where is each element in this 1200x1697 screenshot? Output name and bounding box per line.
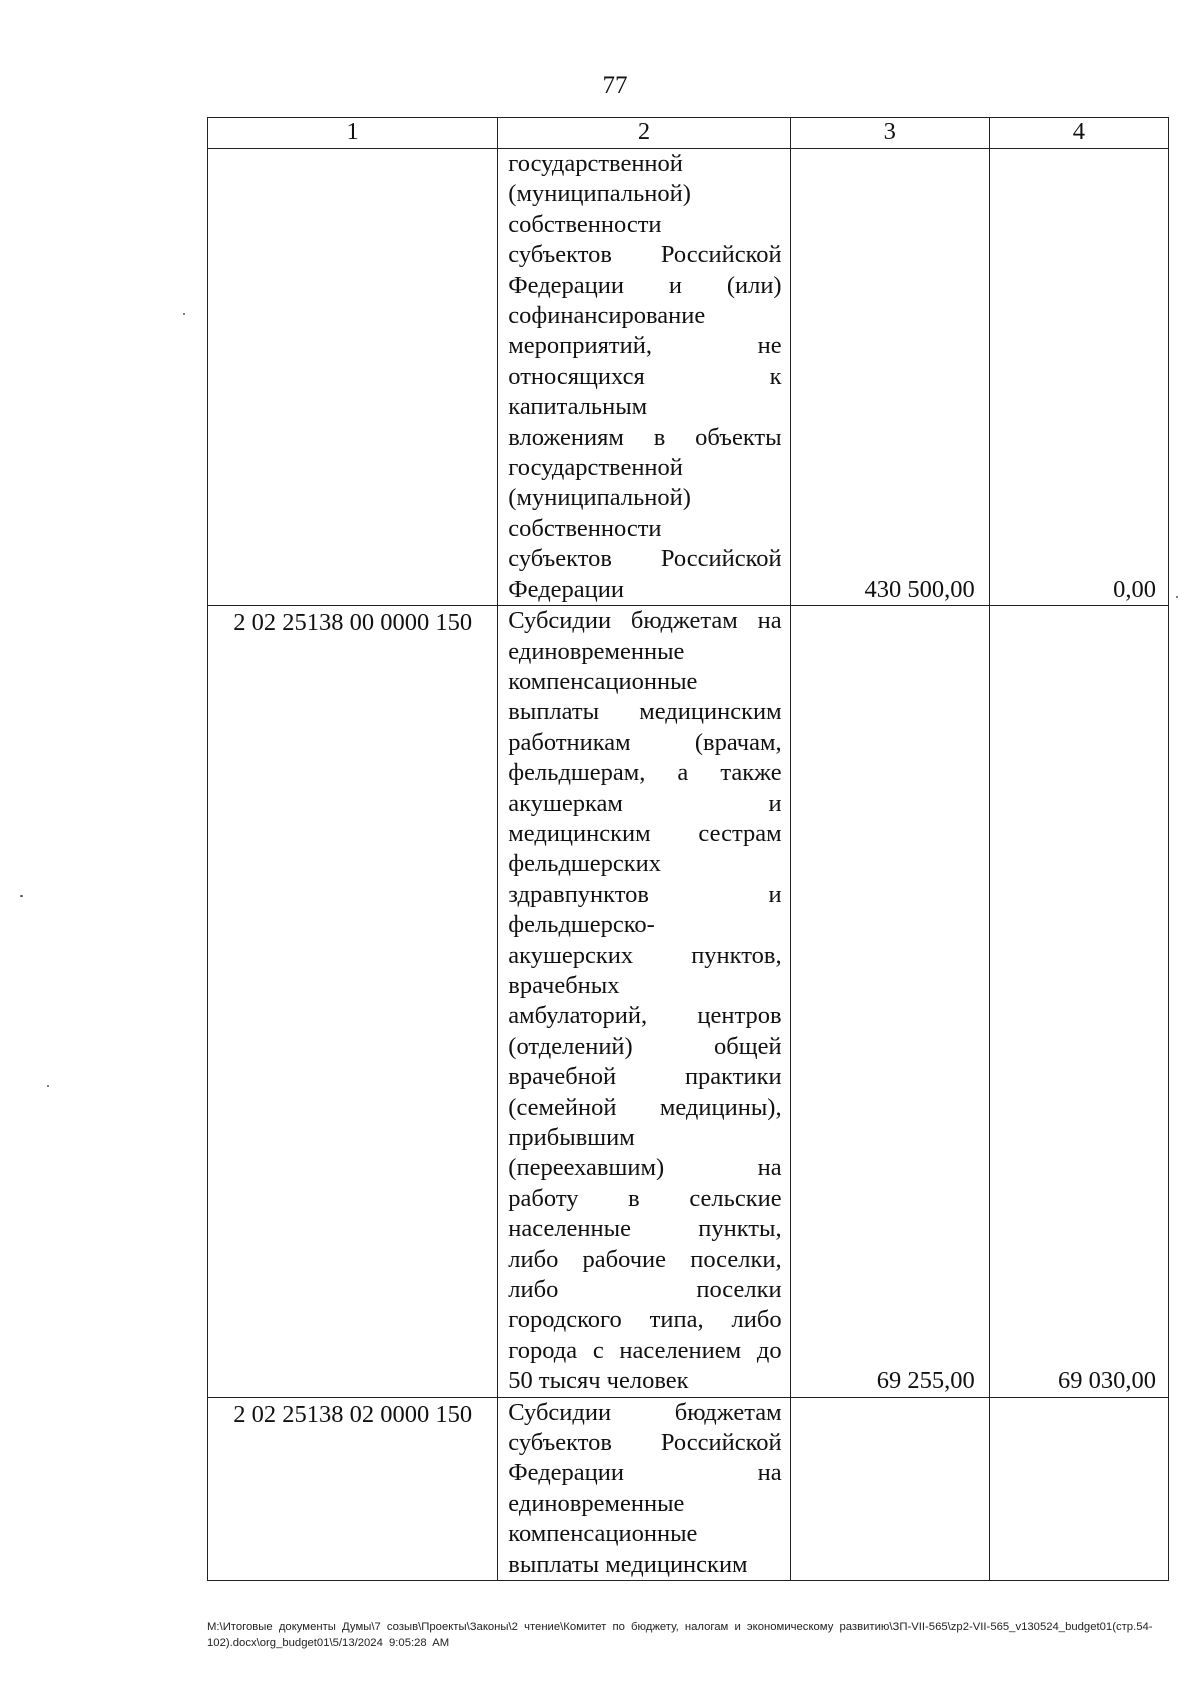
scan-speck [183, 313, 185, 315]
description-line: врачебной практики [508, 1063, 782, 1091]
table-row [208, 1397, 1169, 1580]
description-line: собственности [508, 210, 662, 238]
description-line: амбулаторий, центров [508, 1002, 782, 1030]
header-col-1: 1 [208, 118, 498, 149]
description-line: фельдшерских [508, 850, 662, 878]
description-line: государственной [508, 454, 683, 482]
header-col-3: 3 [790, 118, 989, 149]
description-line: медицинским сестрам [508, 819, 782, 847]
description-line: города с населением до [508, 1336, 782, 1364]
description-line: 50 тысяч человек [508, 1367, 689, 1395]
amount-2025-cell: 0,00 [989, 149, 1168, 606]
header-col-4: 4 [989, 118, 1168, 149]
description-line: акушерских пунктов, [508, 941, 782, 969]
description-line: (муниципальной) [508, 180, 691, 208]
description-line: фельдшерам, а также [508, 759, 782, 787]
description-line: (переехавшим) на [508, 1154, 782, 1182]
description-line: выплаты медицинским [508, 1550, 748, 1578]
description-line: выплаты медицинским [508, 698, 782, 726]
description-line: капитальным [508, 393, 648, 421]
description-line: относящихся к [508, 362, 782, 390]
amount-2025-cell [989, 1397, 1168, 1580]
table-body [208, 149, 1169, 1581]
budget-code-cell [208, 149, 498, 606]
description-line: собственности [508, 514, 662, 542]
document-path-footer: М:\Итоговые документы Думы\7 созыв\Проекты\Законы\2 чтение\Комитет по бюджету, налогам и экономическому развитию\ЗП-VII-565\zp2-VII-565_v130524_budget01(стр.54-102).docx\org_budget01\5/13/2024 9:05:28 AM [207, 1621, 1153, 1649]
amount-2025-cell: 69 030,00 [989, 606, 1168, 1398]
amount-2024-cell: 69 255,00 [790, 606, 989, 1398]
table-row [208, 149, 1169, 606]
budget-code-cell: 2 02 25138 02 0000 150 [208, 1397, 498, 1580]
description-line: мероприятий, не [508, 332, 782, 360]
description-line: здравпунктов и [508, 880, 782, 908]
description-line: работникам (врачам, [508, 728, 782, 756]
description-cell [498, 149, 790, 606]
description-line: компенсационные [508, 667, 698, 695]
description-line: врачебных [508, 971, 620, 999]
description-line: субъектов Российской [508, 545, 782, 573]
description-line: Субсидии бюджетам на [508, 607, 782, 635]
amount-2024-cell [790, 1397, 989, 1580]
scan-speck [20, 895, 23, 897]
description-cell [498, 606, 790, 1398]
description-line: прибывшим [508, 1124, 635, 1151]
description-line: Федерации на [508, 1459, 782, 1487]
scan-speck [1176, 596, 1178, 598]
description-line: государственной [508, 150, 683, 177]
budget-table [207, 117, 1169, 1581]
table-header-row [208, 118, 1169, 149]
table-row [208, 606, 1169, 1398]
description-line: Субсидии бюджетам [508, 1398, 782, 1426]
description-line: компенсационные [508, 1520, 698, 1548]
description-line: единовременные [508, 637, 685, 665]
header-col-2: 2 [498, 118, 790, 149]
scan-speck [47, 1085, 49, 1087]
description-line: (семейной медицины), [508, 1093, 782, 1121]
page-number: 77 [602, 72, 628, 99]
budget-code-cell: 2 02 25138 00 0000 150 [208, 606, 498, 1398]
amount-2024-cell: 430 500,00 [790, 149, 989, 606]
description-line: софинансирование [508, 302, 706, 330]
description-line: (муниципальной) [508, 484, 691, 512]
description-line: населенные пункты, [508, 1215, 782, 1243]
description-line: акушеркам и [508, 789, 782, 817]
description-line: единовременные [508, 1489, 685, 1517]
description-line: субъектов Российской [508, 241, 782, 269]
description-line: либо поселки [508, 1276, 782, 1304]
description-line: Федерации [508, 575, 625, 603]
description-line: субъектов Российской [508, 1429, 782, 1457]
description-cell [498, 1397, 790, 1580]
description-line: фельдшерско- [508, 911, 655, 939]
description-line: (отделений) общей [508, 1032, 782, 1060]
description-line: либо рабочие поселки, [508, 1245, 782, 1273]
description-line: вложениям в объекты [508, 423, 782, 451]
description-line: Федерации и (или) [508, 271, 782, 299]
description-line: работу в сельские [508, 1184, 782, 1212]
description-line: городского типа, либо [508, 1306, 782, 1334]
